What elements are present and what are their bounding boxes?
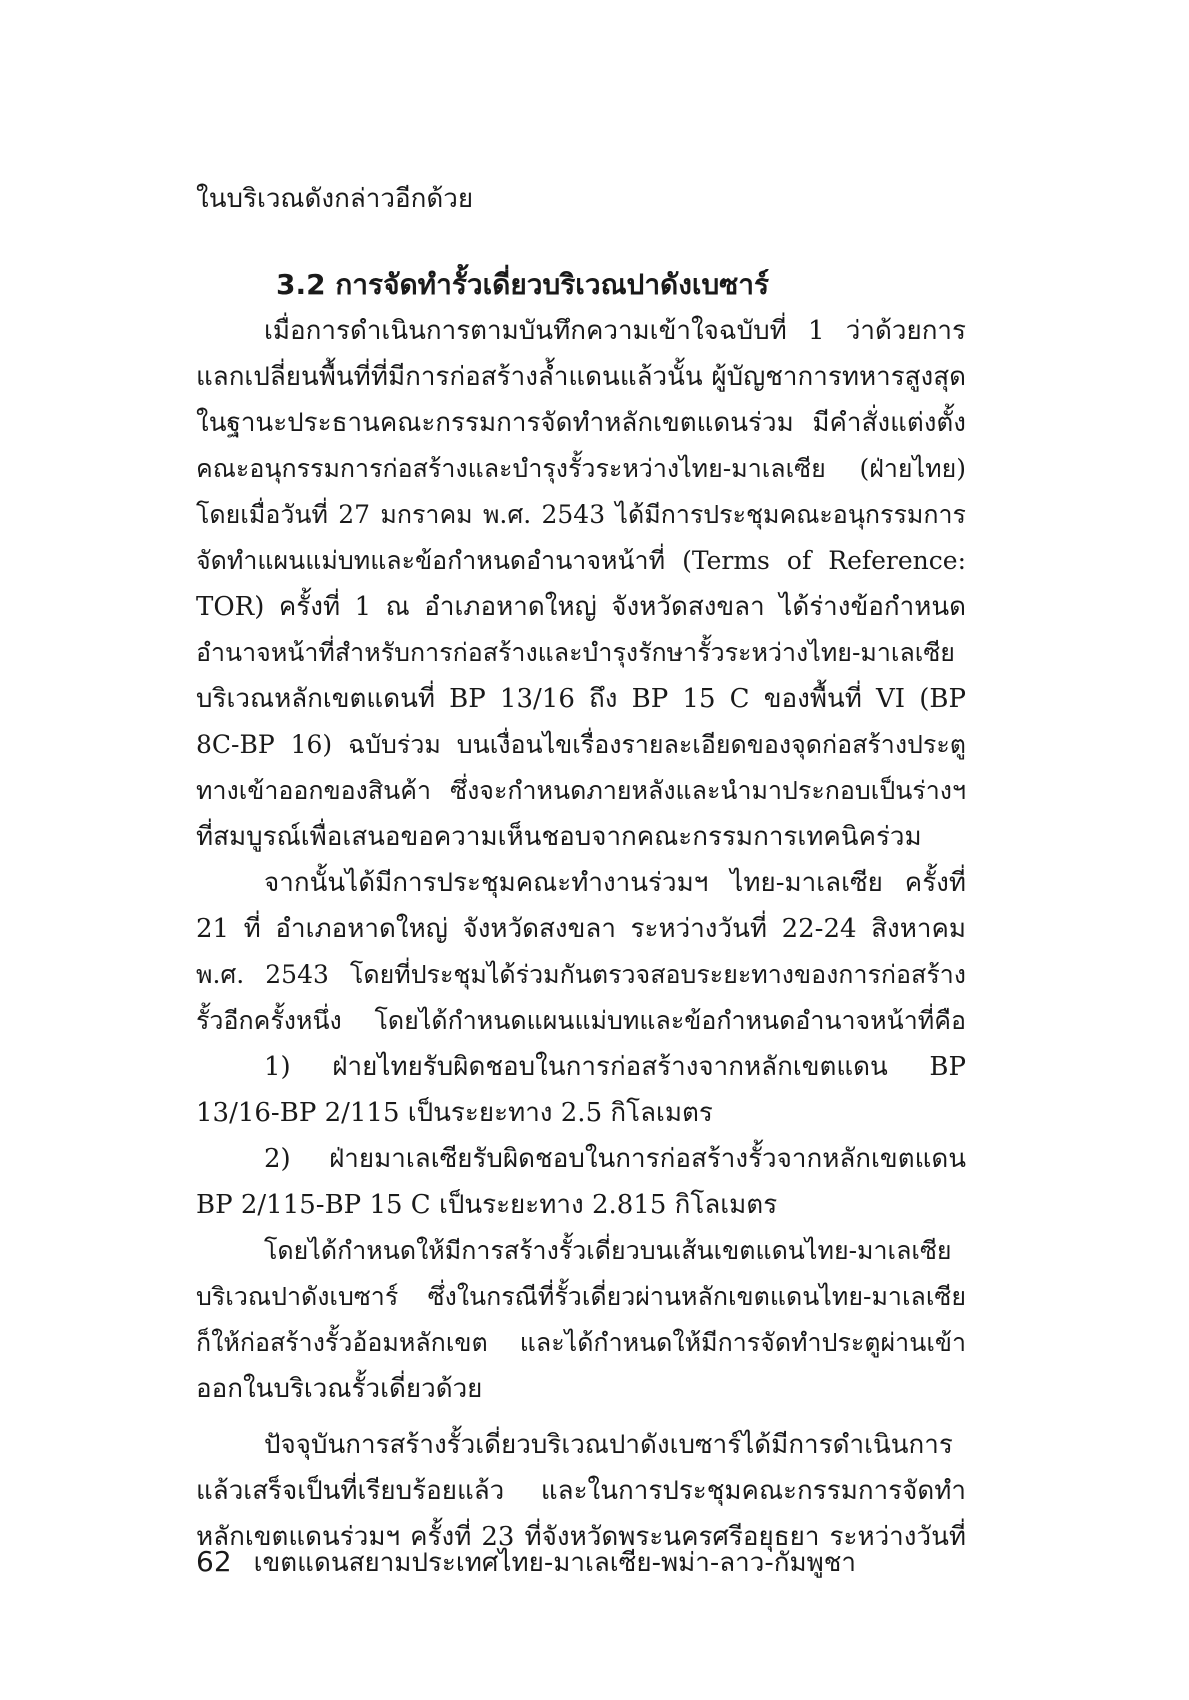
text-line: โดยได้กำหนดให้มีการสร้างรั้วเดี่ยวบนเส้นเขตแดนไทย-มาเลเซีย: [264, 1236, 952, 1265]
text-line: 13/16-BP 2/115 เป็นระยะทาง 2.5 กิโลเมตร: [196, 1098, 713, 1128]
text-line: ปัจจุบันการสร้างรั้วเดี่ยวบริเวณปาดังเบซาร์ได้มีการดำเนินการ: [264, 1430, 953, 1460]
text-line: อำนาจหน้าที่สำหรับการก่อสร้างและบำรุงรักษารั้วระหว่างไทย-มาเลเซีย: [196, 638, 955, 667]
running-title: เขตแดนสยามประเทศไทย-มาเลเซีย-พม่า-ลาว-กัมพูชา: [253, 1548, 856, 1578]
paragraph-fence-agreement: [196, 308, 966, 860]
page-footer: [196, 1542, 966, 1583]
paragraph-single-fence: [196, 1228, 966, 1412]
list-item-malaysian-side: [196, 1136, 966, 1228]
text-line: หลักเขตแดนร่วมฯ ครั้งที่ 23 ที่จังหวัดพระนครศรีอยุธยา ระหว่างวันที่: [196, 1522, 966, 1552]
text-line: ในฐานะประธานคณะกรรมการจัดทำหลักเขตแดนร่วม มีคำสั่งแต่งตั้ง: [196, 408, 966, 438]
text-line: คณะอนุกรรมการก่อสร้างและบำรุงรั้วระหว่างไทย-มาเลเซีย (ฝ่ายไทย): [196, 454, 966, 483]
text-line: บริเวณหลักเขตแดนที่ BP 13/16 ถึง BP 15 C ของพื้นที่ VI (BP: [196, 684, 966, 714]
list-item-thai-side: [196, 1044, 966, 1136]
text-line: ที่สมบูรณ์เพื่อเสนอขอความเห็นชอบจากคณะกรรมการเทคนิคร่วม: [196, 822, 922, 852]
text-line: จากนั้นได้มีการประชุมคณะทำงานร่วมฯ ไทย-มาเลเซีย ครั้งที่: [264, 868, 966, 898]
text-line: 2) ฝ่ายมาเลเซียรับผิดชอบในการก่อสร้างรั้วจากหลักเขตแดน: [264, 1144, 966, 1174]
text-line: ก็ให้ก่อสร้างรั้วอ้อมหลักเขต และได้กำหนดให้มีการจัดทำประตูผ่านเข้า: [196, 1328, 966, 1357]
text-line: 21 ที่ อำเภอหาดใหญ่ จังหวัดสงขลา ระหว่างวันที่ 22-24 สิงหาคม: [196, 914, 966, 944]
text-line: แลกเปลี่ยนพื้นที่ที่มีการก่อสร้างล้ำแดนแล้วนั้น ผู้บัญชาการทหารสูงสุด: [196, 362, 966, 392]
page-body: [196, 176, 966, 1560]
text-line: แล้วเสร็จเป็นที่เรียบร้อยแล้ว และในการประชุมคณะกรรมการจัดทำ: [196, 1476, 966, 1506]
page-number: 62: [196, 1545, 232, 1578]
paragraph-working-group-meeting: [196, 860, 966, 1044]
text-line: จัดทำแผนแม่บทและข้อกำหนดอำนาจหน้าที่ (Terms of Reference:: [196, 546, 966, 575]
text-line: TOR) ครั้งที่ 1 ณ อำเภอหาดใหญ่ จังหวัดสงขลา ได้ร่างข้อกำหนด: [196, 592, 966, 622]
text-line: บริเวณปาดังเบซาร์ ซึ่งในกรณีที่รั้วเดี่ยวผ่านหลักเขตแดนไทย-มาเลเซีย: [196, 1282, 966, 1311]
text-line: ทางเข้าออกของสินค้า ซึ่งจะกำหนดภายหลังและนำมาประกอบเป็นร่างฯ: [196, 776, 966, 805]
text-line: รั้วอีกครั้งหนึ่ง โดยได้กำหนดแผนแม่บทและข้อกำหนดอำนาจหน้าที่คือ: [196, 1006, 966, 1035]
text-line: ออกในบริเวณรั้วเดี่ยวด้วย: [196, 1374, 483, 1404]
text-line: พ.ศ. 2543 โดยที่ประชุมได้ร่วมกันตรวจสอบระยะทางของการก่อสร้าง: [196, 960, 966, 989]
text-line: 8C-BP 16) ฉบับร่วม บนเงื่อนไขเรื่องรายละเอียดของจุดก่อสร้างประตู: [196, 730, 966, 759]
paragraph-current-status: [196, 1422, 966, 1560]
text-line: 1) ฝ่ายไทยรับผิดชอบในการก่อสร้างจากหลักเขตแดน BP: [264, 1052, 966, 1082]
section-heading: 3.2 การจัดทำรั้วเดี่ยวบริเวณปาดังเบซาร์: [276, 268, 770, 301]
text-line: BP 2/115-BP 15 C เป็นระยะทาง 2.815 กิโลเมตร: [196, 1190, 778, 1220]
intro-line: ในบริเวณดังกล่าวอีกด้วย: [196, 184, 474, 214]
text-line: โดยเมื่อวันที่ 27 มกราคม พ.ศ. 2543 ได้มีการประชุมคณะอนุกรรมการ: [196, 500, 966, 529]
text-line: เมื่อการดำเนินการตามบันทึกความเข้าใจฉบับที่ 1 ว่าด้วยการ: [264, 316, 966, 346]
